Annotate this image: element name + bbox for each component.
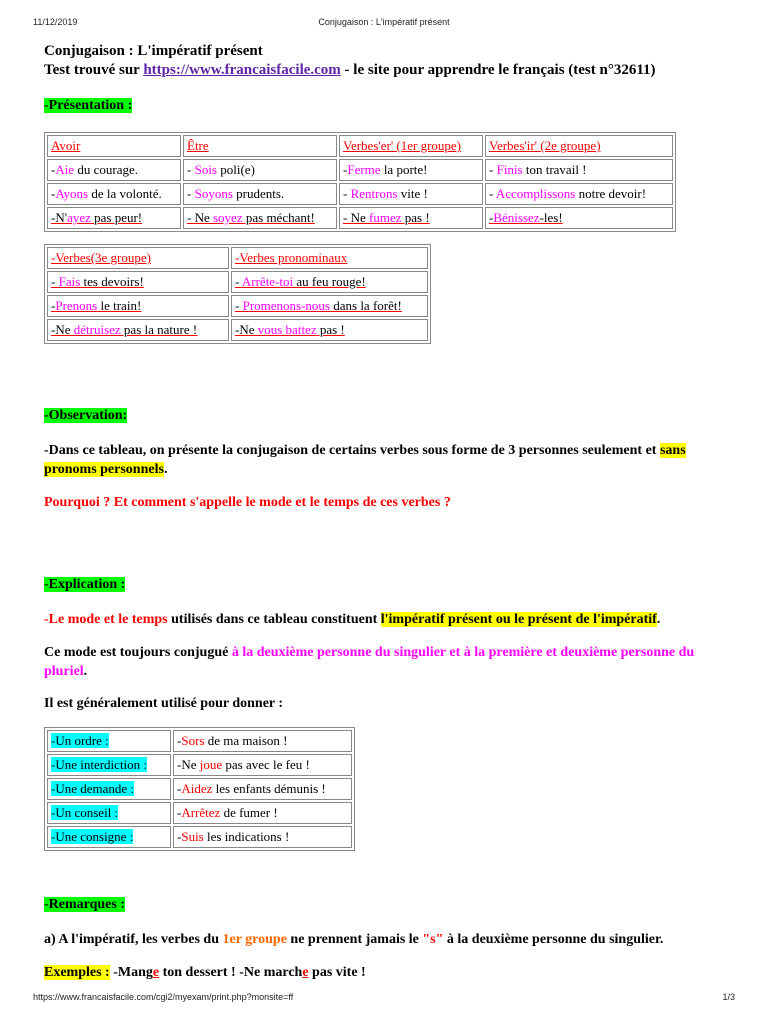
table-cell: -Aie du courage. [47,159,181,181]
table-row [47,271,428,293]
observation-question: Pourquoi ? Et comment s'appelle le mode et le temps de ces verbes ? [44,495,451,510]
usage-example-cell: -Arrêtez de fumer ! [173,802,352,824]
table-cell: - Ne soyez pas méchant! [183,207,337,229]
table-row [47,778,352,800]
usage-example-cell: -Suis les indications ! [173,826,352,848]
presentation-heading: -Présentation : [44,98,133,113]
usage-example-cell: -Ne joue pas avec le feu ! [173,754,352,776]
print-footer-url: https://www.francaisfacile.com/cgi2/myexam/print.php?monsite=ff [33,992,294,1002]
table-cell: - Fais tes devoirs! [47,271,229,293]
table-row [47,319,428,341]
source-prefix: Test trouvé sur [44,62,144,78]
table-cell: - Arrête-toi au feu rouge! [231,271,428,293]
usage-table [44,727,355,851]
usage-label-cell: -Une interdiction : [47,754,171,776]
table-row [47,207,673,229]
table-cell: - Soyons prudents. [183,183,337,205]
usage-label-cell: -Une consigne : [47,826,171,848]
table-cell: -Ayons de la volonté. [47,183,181,205]
table-cell: -Ne vous battez pas ! [231,319,428,341]
table-row [47,754,352,776]
conjugation-table-1 [44,132,676,232]
source-suffix: - le site pour apprendre le français (test n°32611) [340,62,656,78]
print-page-title: Conjugaison : L'impératif présent [318,17,450,27]
conjugation-table-2 [44,244,431,344]
document-body [44,42,734,80]
print-page-number: 1/3 [722,992,735,1002]
table-row [47,159,673,181]
table-row [47,295,428,317]
table-row [47,730,352,752]
table-cell: - Rentrons vite ! [339,183,483,205]
header-cell: Verbes'er' (1er groupe) [339,135,483,157]
table-cell: - Accomplissons notre devoir! [485,183,673,205]
usage-example-cell: -Sors de ma maison ! [173,730,352,752]
print-date: 11/12/2019 [33,17,78,27]
header-cell: -Verbes pronominaux [231,247,428,269]
remarque-examples: Exemples : -Mange ton dessert ! -Ne marche pas vite ! [44,965,366,980]
table-row [47,183,673,205]
table-cell: - Finis ton travail ! [485,159,673,181]
explication-line-3: Il est généralement utilisé pour donner : [44,696,284,711]
table-cell: - Ne fumez pas ! [339,207,483,229]
explication-heading: -Explication : [44,577,126,592]
table-header-row [47,247,428,269]
source-line [44,61,734,80]
explication-line-2: Ce mode est toujours conjugué à la deuxième personne du singulier et à la première et deuxième personne du pluriel. [44,645,695,679]
usage-label-cell: -Un ordre : [47,730,171,752]
header-cell: -Verbes(3e groupe) [47,247,229,269]
table-cell: -Ne détruisez pas la nature ! [47,319,229,341]
table-cell: - Sois poli(e) [183,159,337,181]
observation-heading: -Observation: [44,408,128,423]
table-row [47,802,352,824]
remarques-heading: -Remarques : [44,897,126,912]
examples-label: Exemples : [44,965,110,980]
remarque-a: a) A l'impératif, les verbes du 1er groupe ne prennent jamais le "s" à la deuxième personne du singulier. [44,932,664,947]
header-cell: Verbes'ir' (2e groupe) [485,135,673,157]
table-header-row [47,135,673,157]
table-cell: -N'ayez pas peur! [47,207,181,229]
usage-example-cell: -Aidez les enfants démunis ! [173,778,352,800]
header-cell: Avoir [47,135,181,157]
explication-line-1: -Le mode et le temps utilisés dans ce tableau constituent l'impératif présent ou le présent de l'impératif. [44,612,661,627]
usage-label-cell: -Une demande : [47,778,171,800]
header-cell: Être [183,135,337,157]
table-cell: - Promenons-nous dans la forêt! [231,295,428,317]
table-cell: -Prenons le train! [47,295,229,317]
doc-title: Conjugaison : L'impératif présent [44,43,263,59]
table-row [47,826,352,848]
table-cell: -Ferme la porte! [339,159,483,181]
source-link[interactable]: https://www.francaisfacile.com [143,62,341,78]
observation-text: -Dans ce tableau, on présente la conjugaison de certains verbes sous forme de 3 personnes seulement et sans pronoms personnels. [44,443,686,477]
table-cell: -Bénissez-les! [485,207,673,229]
usage-label-cell: -Un conseil : [47,802,171,824]
